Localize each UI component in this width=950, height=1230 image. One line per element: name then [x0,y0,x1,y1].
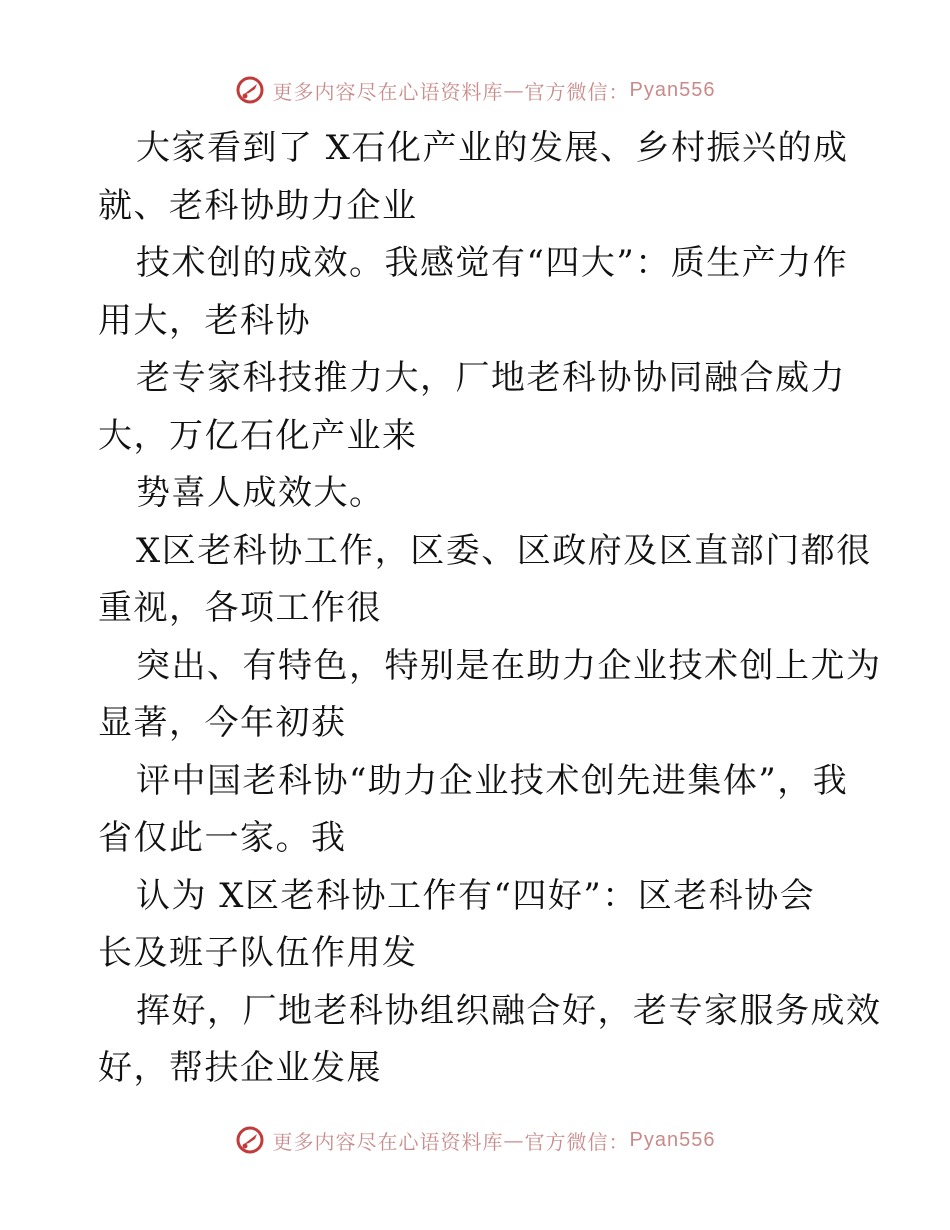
footer-watermark [0,1120,950,1160]
text-line: 省仅此一家。我 [98,818,347,858]
watermark-wechat-id: Pyan556 [629,78,716,101]
text-line: 就、老科协助力企业 [98,185,418,226]
paragraph [98,868,858,983]
text-line: 认为 X区老科协工作有“四好”：区老科协会 [136,875,816,916]
text-line: 重视，各项工作很 [98,588,382,628]
text-line: 技术创的成效。我感觉有“四大”：质生产力作 [136,243,849,283]
text-line: 好，帮扶企业发展 [98,1048,382,1088]
watermark-site-text: 更多内容尽在心语资料库 [272,1129,504,1154]
text-line: 长及班子队伍作用发 [98,933,418,973]
paragraph [98,638,882,753]
red-stamp-logo-icon [235,1125,265,1155]
text-line: 挥好，厂地老科协组织融合好，老专家服务成效 [136,990,882,1031]
watermark-site-text: 更多内容尽在心语资料库 [272,79,504,104]
paragraph [98,120,858,235]
paragraph [98,465,858,523]
text-line: 大家看到了 X石化产业的发展、乡村振兴的成 [136,128,849,168]
paragraph [98,235,858,350]
watermark-wechat-id: Pyan556 [629,1128,716,1151]
paragraph [98,350,858,465]
watermark-separator: — [503,1128,525,1152]
watermark-wechat-label: 官方微信： [524,1129,630,1154]
document-body [98,120,882,1098]
text-line: 老专家科技推力大，厂地老科协协同融合威力 [136,358,846,398]
text-line: X区老科协工作，区委、区政府及区直部门都很 [136,530,872,571]
paragraph [98,523,872,638]
paragraph [98,983,882,1098]
text-line: 突出、有特色，特别是在助力企业技术创上尤为 [136,645,882,686]
watermark-wechat-label: 官方微信： [524,79,630,104]
header-watermark [0,70,950,110]
text-line: 评中国老科协“助力企业技术创先进集体”，我 [136,760,849,801]
text-line: 大，万亿石化产业来 [98,415,418,456]
text-line: 用大，老科协 [98,300,311,341]
watermark-separator: — [503,78,525,102]
text-line: 势喜人成效大。 [136,473,385,513]
red-stamp-logo-icon [235,75,265,105]
paragraph [98,753,858,868]
text-line: 显著，今年初获 [98,703,347,743]
